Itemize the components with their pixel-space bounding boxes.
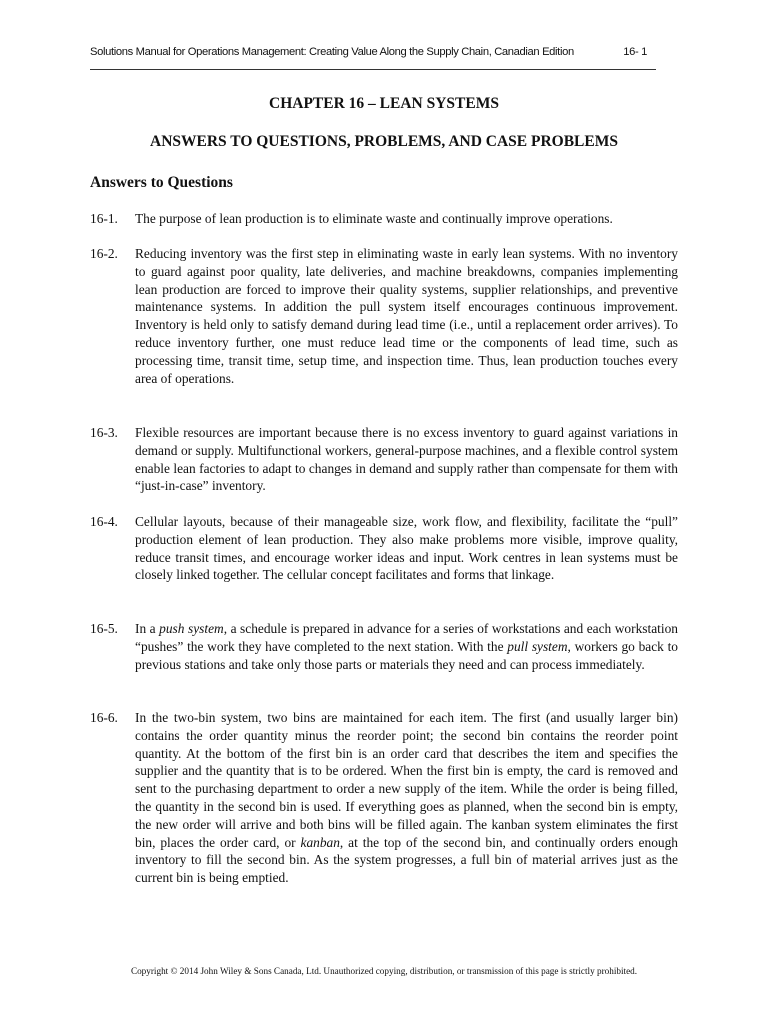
copyright-footer: Copyright © 2014 John Wiley & Sons Canada, Ltd. Unauthorized copying, distribution, or transmission of this page is strictly prohibited.: [130, 966, 638, 976]
document-subtitle: ANSWERS TO QUESTIONS, PROBLEMS, AND CASE PROBLEMS: [150, 133, 618, 150]
answer-number: 16-5.: [90, 621, 118, 636]
answer-number: 16-2.: [90, 246, 118, 261]
answer-text: The purpose of lean production is to eliminate waste and continually improve operations.: [135, 211, 613, 226]
answer-number: 16-3.: [90, 425, 118, 440]
answer-text: Reducing inventory was the first step in eliminating waste in early lean systems. With no inventory to guard against poor quality, late deliveries, and machine breakdowns, companies implementing lean production are forced to improve their quality systems, supplier relationships, and preventive maintenance systems. In addition the pull system itself encourages continuous improvement. Inventory is held only to satisfy demand during lead time (i.e., until a replacement order arrives). To reduce inventory further, one must reduce lead time or the components of lead time, such as processing time, transit time, setup time, and inspection time. Thus, lean production touches every area of operations.: [135, 246, 678, 386]
text-segment: In the two-bin system, two bins are maintained for each item. The first (and usually larger bin) contains the order quantity minus the reorder point; the second bin contains the reorder point quantity. At the bottom of the first bin is an order card that describes the item and specifies the supplier and the quantity that is to be ordered. When the first bin is empty, the card is removed and sent to the purchasing department to order a new supply of the item. While the order is being filled, the quantity in the second bin is used. If everything goes as planned, when the second bin is empty, the new order will arrive and both bins will be filled again. The kanban system eliminates the first bin, places the order card, or: [135, 710, 678, 850]
answer-text: [135, 620, 678, 673]
text-segment: In a: [135, 621, 160, 636]
section-heading: Answers to Questions: [90, 174, 233, 191]
book-title: Solutions Manual for Operations Management: Creating Value Along the Supply Chain, Canadian Edition: [90, 46, 574, 58]
answer-16-3: [90, 424, 678, 495]
answer-number: 16-4.: [90, 514, 118, 529]
answer-16-6: [90, 709, 678, 887]
answer-16-2: [90, 245, 678, 387]
term-push-system: push system: [159, 621, 224, 636]
text-segment: , at the top of the second bin, and continually orders enough inventory to fill the second bin. As the system progresses, a full bin of material arrives just as the current bin is being emptied.: [135, 834, 678, 886]
text-segment: , a schedule is prepared in advance for a series of workstations and each workstation “pushes” the work they have completed to the next station. With the: [135, 621, 678, 654]
page-number: 16- 1: [623, 46, 647, 58]
term-pull-system: pull system: [507, 638, 568, 654]
header-rule: [90, 69, 656, 70]
answer-text: Cellular layouts, because of their manageable size, work flow, and flexibility, facilitate the “pull” production element of lean production. They also make problems more visible, improve quality, reduce transit times, and encourage worker ideas and input. Work centres in lean systems must be closely linked together. The cellular concept facilitates and forms that linkage.: [135, 514, 678, 583]
text-segment: , workers go back to previous stations and take only those parts or materials they need and can process immediately.: [135, 638, 678, 672]
running-header: [90, 46, 655, 66]
answer-16-1: [90, 210, 678, 228]
answer-number: 16-6.: [90, 710, 118, 725]
answer-text: [135, 709, 678, 887]
answer-16-4: [90, 513, 678, 584]
term-kanban: kanban: [300, 834, 340, 850]
answer-number: 16-1.: [90, 211, 118, 226]
answer-text: Flexible resources are important because there is no excess inventory to guard against variations in demand or supply. Multifunctional workers, general-purpose machines, and a flexible control system enable lean factories to adapt to changes in demand and supply rather than compensate for them with “just-in-case” inventory.: [135, 425, 678, 494]
chapter-title: CHAPTER 16 – LEAN SYSTEMS: [269, 95, 499, 112]
answer-16-5: [90, 620, 678, 673]
